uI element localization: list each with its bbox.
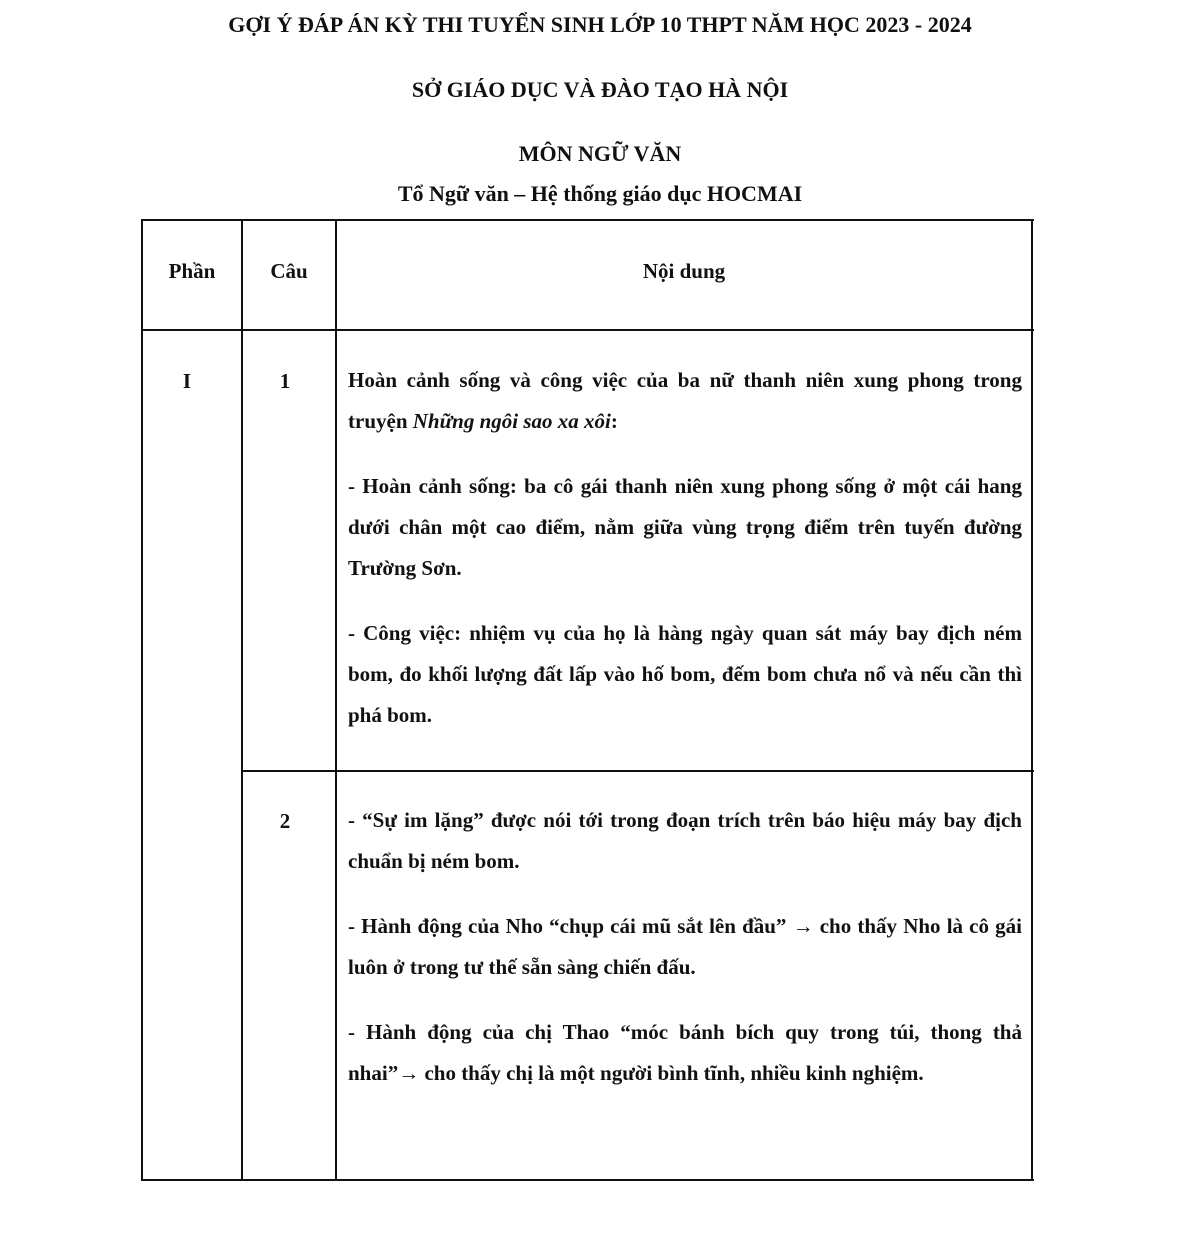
- table-border-right: [1031, 219, 1033, 1181]
- author-line: Tổ Ngữ văn – Hệ thống giáo dục HOCMAI: [397, 181, 803, 206]
- table-column-divider-2: [335, 219, 337, 1181]
- answer-2-point-1: - “Sự im lặng” được nói tới trong đoạn trích trên báo hiệu máy bay địch chuẩn bị ném bom.: [348, 808, 1022, 873]
- answer-2-point-2: - Hành động của Nho “chụp cái mũ sắt lên đầu” → cho thấy Nho là cô gái luôn ở trong tư thế sẵn sàng chiến đấu.: [348, 914, 1022, 979]
- column-header-question: Câu: [270, 259, 308, 283]
- answer-1-living-conditions: - Hoàn cảnh sống: ba cô gái thanh niên xung phong sống ở một cái hang dưới chân một cao điểm, nằm giữa vùng trọng điểm trên tuyến đường Trường Sơn.: [348, 474, 1022, 580]
- table-row-divider: [241, 770, 1034, 772]
- question-number-1: 1: [279, 369, 291, 393]
- question-number-2: 2: [279, 809, 291, 833]
- answer-content-2: [348, 800, 1022, 1094]
- department-name: SỞ GIÁO DỤC VÀ ĐÀO TẠO HÀ NỘI: [411, 77, 789, 102]
- answer-content-1: [348, 360, 1022, 736]
- subject-title: MÔN NGỮ VĂN: [518, 141, 682, 166]
- table-column-divider-1: [241, 219, 243, 1181]
- answer-1-intro: Hoàn cảnh sống và công việc của ba nữ thanh niên xung phong trong truyện Những ngôi sao xa xôi:: [348, 368, 1022, 433]
- table-border-left: [141, 219, 143, 1181]
- document-title: GỢI Ý ĐÁP ÁN KỲ THI TUYỂN SINH LỚP 10 THPT NĂM HỌC 2023 - 2024: [228, 12, 972, 37]
- story-title: Những ngôi sao xa xôi: [412, 409, 611, 433]
- table-border-top: [141, 219, 1034, 221]
- column-header-content: Nội dung: [642, 259, 726, 283]
- answer-2-point-3: - Hành động của chị Thao “móc bánh bích quy trong túi, thong thả nhai”→ cho thấy chị là một người bình tĩnh, nhiều kinh nghiệm.: [348, 1020, 1022, 1085]
- column-header-part: Phần: [168, 259, 216, 283]
- table-header-divider: [141, 329, 1034, 331]
- table-border-bottom: [141, 1179, 1034, 1181]
- part-label: I: [182, 369, 192, 393]
- answer-1-work: - Công việc: nhiệm vụ của họ là hàng ngày quan sát máy bay địch ném bom, đo khối lượng đất lấp vào hố bom, đếm bom chưa nổ và nếu cần thì phá bom.: [348, 621, 1022, 727]
